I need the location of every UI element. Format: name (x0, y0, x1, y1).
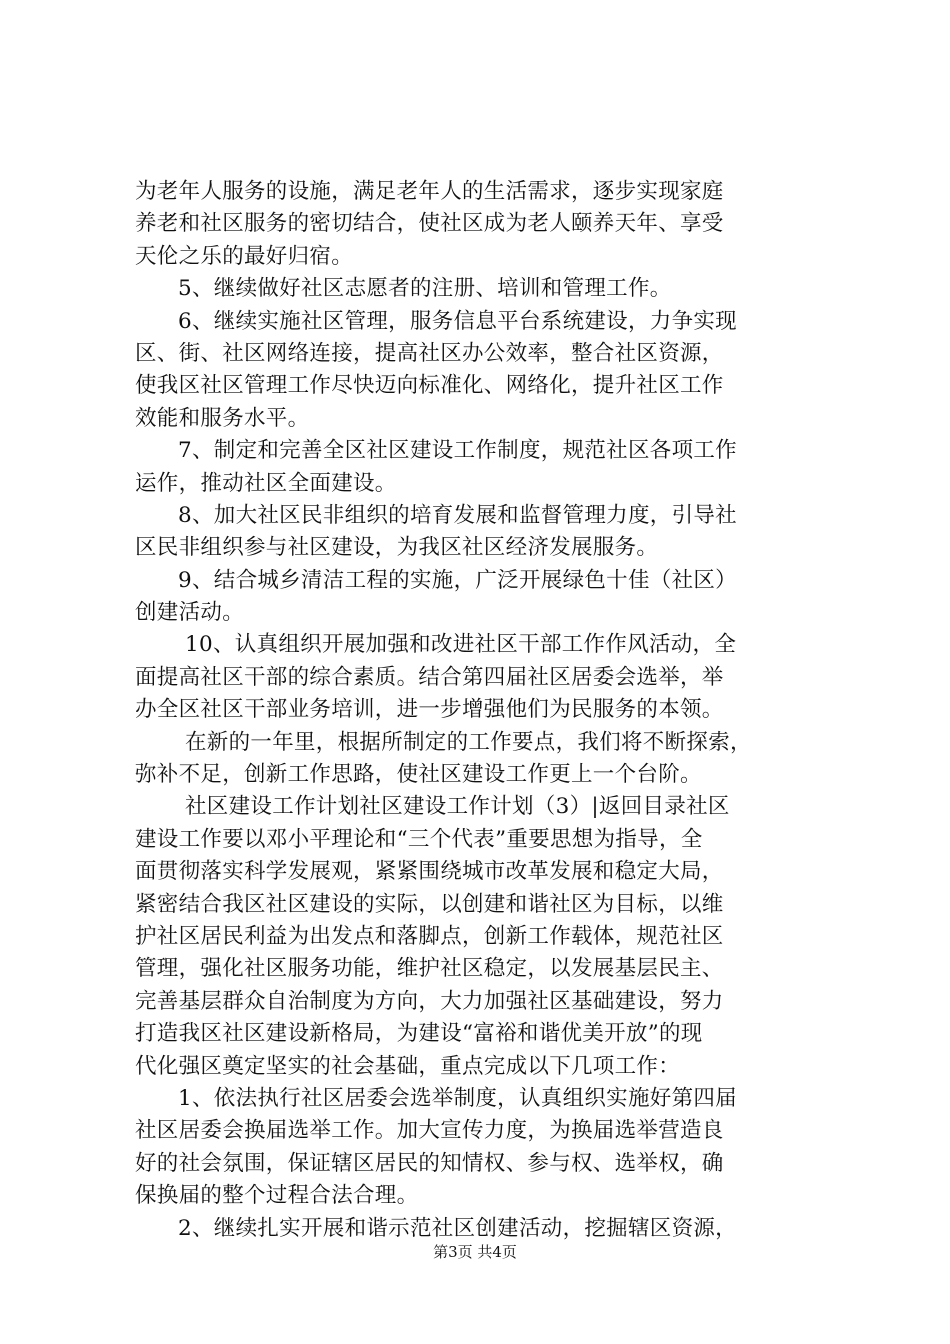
text-line: 弥补不足，创新工作思路，使社区建设工作更上一个台阶。 (135, 762, 702, 788)
paragraph-start-item-8: 8、加大社区民非组织的培育发展和监督管理力度，引导社 (178, 502, 737, 528)
text-line: 运作，推动社区全面建设。 (135, 470, 397, 496)
text-line: 区民非组织参与社区建设，为我区社区经济发展服务。 (135, 535, 659, 561)
paragraph-start-item-2: 2、继续扎实开展和谐示范社区创建活动，挖掘辖区资源， (178, 1215, 737, 1241)
paragraph-start-item-7: 7、制定和完善全区社区建设工作制度，规范社区各项工作 (178, 438, 737, 464)
paragraph-start-conclusion: 在新的一年里，根据所制定的工作要点，我们将不断探索， (185, 729, 752, 755)
text-line: 护社区居民利益为出发点和落脚点，创新工作载体，规范社区 (135, 923, 724, 949)
text-line: 社区居委会换届选举工作。加大宣传力度，为换届选举营造良 (135, 1118, 724, 1144)
text-line: 管理，强化社区服务功能，维护社区稳定，以发展基层民主、 (135, 956, 724, 982)
text-line: 区、街、社区网络连接，提高社区办公效率，整合社区资源， (135, 340, 724, 366)
text-line: 效能和服务水平。 (135, 405, 310, 431)
text-line: 代化强区奠定坚实的社会基础，重点完成以下几项工作： (135, 1053, 681, 1079)
paragraph-start-item-10: 10、认真组织开展加强和改进社区干部工作作风活动，全 (185, 632, 737, 658)
text-line: 养老和社区服务的密切结合，使社区成为老人颐养天年、享受 (135, 211, 724, 237)
text-line: 天伦之乐的最好归宿。 (135, 243, 354, 269)
text-line: 紧密结合我区社区建设的实际，以创建和谐社区为目标，以维 (135, 891, 724, 917)
text-line: 创建活动。 (135, 600, 245, 626)
paragraph-start-item-9: 9、结合城乡清洁工程的实施，广泛开展绿色十佳（社区） (178, 567, 737, 593)
paragraph-start-plan-3: 社区建设工作计划社区建设工作计划（3）|返回目录社区 (185, 794, 730, 820)
text-line: 办全区社区干部业务培训，进一步增强他们为民服务的本领。 (135, 697, 724, 723)
page-number-footer: 第3页 共4页 (433, 1243, 517, 1261)
text-line: 使我区社区管理工作尽快迈向标准化、网络化，提升社区工作 (135, 373, 724, 399)
paragraph-start-item-6: 6、继续实施社区管理，服务信息平台系统建设，力争实现 (178, 308, 737, 334)
text-line: 面贯彻落实科学发展观，紧紧围绕城市改革发展和稳定大局， (135, 859, 724, 885)
paragraph-start-item-5: 5、继续做好社区志愿者的注册、培训和管理工作。 (178, 276, 672, 302)
text-line: 保换届的整个过程合法合理。 (135, 1183, 419, 1209)
paragraph-start-item-1: 1、依法执行社区居委会选举制度，认真组织实施好第四届 (178, 1085, 737, 1111)
text-line: 建设工作要以邓小平理论和“三个代表”重要思想为指导，全 (135, 826, 703, 852)
text-line: 好的社会氛围，保证辖区居民的知情权、参与权、选举权，确 (135, 1150, 724, 1176)
document-body (135, 176, 835, 1245)
text-line: 完善基层群众自治制度为方向，大力加强社区基础建设，努力 (135, 988, 724, 1014)
text-line: 面提高社区干部的综合素质。结合第四届社区居委会选举，举 (135, 664, 724, 690)
text-line: 打造我区社区建设新格局，为建设“富裕和谐优美开放”的现 (135, 1021, 703, 1047)
text-line: 为老年人服务的设施，满足老年人的生活需求，逐步实现家庭 (135, 179, 724, 204)
